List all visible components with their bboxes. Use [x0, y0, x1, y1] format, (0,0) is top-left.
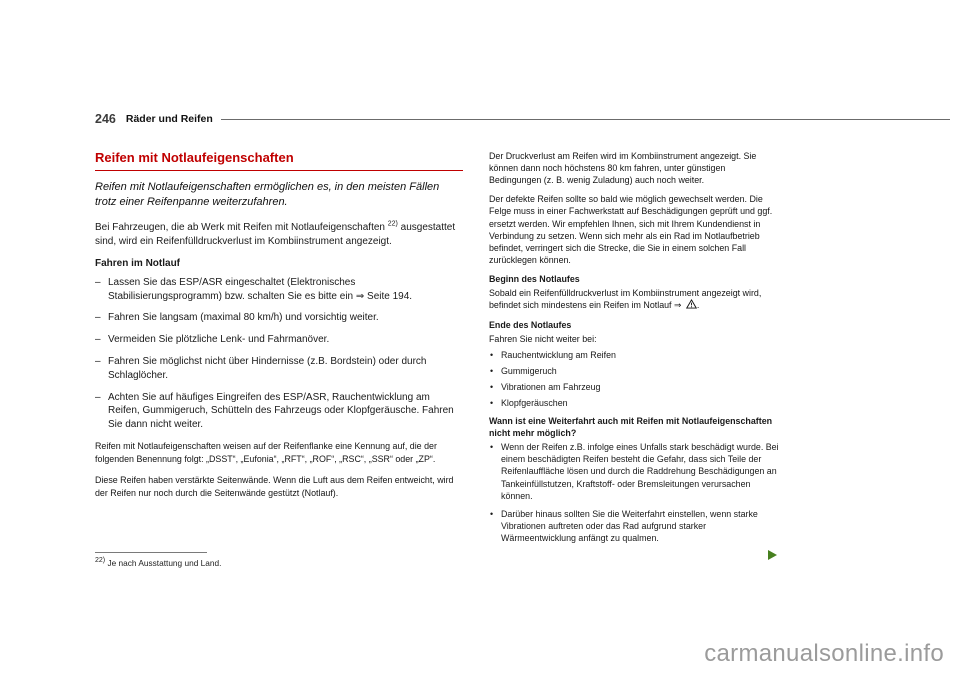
note-tire-marking: Reifen mit Notlaufeigenschaften weisen auf der Reifenflanke eine Kennung auf, die der folgenden Benennung folgt: „DSST“, „Eufonia“, „RFT“, „ROF“, „RSC“, „SSR“ oder „ZP“. [95, 440, 437, 464]
subhead-weiterfahrt-frage: Wann ist eine Weiterfahrt auch mit Reifen mit Notlaufeigenschaften nicht mehr möglich? [489, 415, 773, 439]
page-number: 246 [95, 112, 116, 126]
note-sidewalls: Diese Reifen haben verstärkte Seitenwände. Wenn die Luft aus dem Reifen entweicht, wird der Reifen nur noch durch die Seitenwände gestützt (Notlauf). [95, 475, 454, 498]
driving-instructions-list [95, 276, 463, 432]
footnote-ref: 22) [387, 220, 398, 228]
stop-conditions-list [489, 349, 779, 409]
pressure-loss-paragraph: Der Druckverlust am Reifen wird im Kombiinstrument angezeigt. Sie können dann noch höchstens 80 km fahren, unter günstigen Bedingungen (z. B. wenig Zuladung) auch noch weiter. [489, 151, 757, 186]
list-item-text: Wenn der Reifen z.B. infolge eines Unfalls stark beschädigt wurde. Bei einem beschädigten Reifen besteht die Gefahr, dass sich Teile der Reifenlauffläche lösen und durch die Raddrehung Beschädigungen an Tankeinfüllstutzen, Kraftstoff- oder Bremsleitungen verursachen können. [501, 442, 779, 501]
chapter-title: Räder und Reifen [125, 113, 213, 125]
list-item [95, 333, 463, 347]
subhead-fahren-im-notlauf: Fahren im Notlauf [95, 257, 181, 269]
list-item-text: Fahren Sie möglichst nicht über Hindernisse (z.B. Bordstein) oder durch Schlaglöcher. [108, 355, 427, 381]
intro-text: Bei Fahrzeugen, die ab Werk mit Reifen mit Notlaufeigenschaften [95, 221, 388, 233]
no-continue-list [489, 441, 779, 544]
list-item [489, 349, 779, 361]
list-item-text: Rauchentwicklung am Reifen [501, 349, 616, 360]
list-item-text: Vibrationen am Fahrzeug [501, 381, 601, 392]
page-header [95, 112, 950, 126]
footnote-number: 22) [95, 557, 106, 565]
intro-paragraph [95, 221, 463, 249]
section-lead: Reifen mit Notlaufeigenschaften ermöglichen es, in den meisten Fällen trotz einer Reifenpanne weiterzufahren. [95, 181, 440, 209]
list-item-text: Achten Sie auf häufiges Eingreifen des ESP/ASR, Rauchentwicklung am Reifen, Gummigeruch, Schütteln des Fahrzeugs oder Klopfgeräusche. Fahren Sie dann nicht weiter. [108, 391, 454, 431]
list-item [95, 355, 463, 383]
watermark: carmanualsonline.info [704, 640, 944, 667]
list-item [489, 441, 779, 502]
intro-text-cont: ausgestattet sind, wird ein Reifenfülldruckverlust im Kombiinstrument angezeigt. [95, 221, 456, 247]
subhead-beginn-notlauf: Beginn des Notlaufes [489, 273, 580, 284]
section-title: Reifen mit Notlaufeigenschaften [95, 150, 463, 171]
list-item [489, 365, 779, 377]
footnote-text [95, 558, 221, 568]
replace-tire-paragraph: Der defekte Reifen sollte so bald wie möglich gewechselt werden. Die Felge muss in einer Fachwerkstatt auf Beschädigungen geprüft und ggf. ersetzt werden. Wir empfehlen Ihnen, sich mit Ihrem Kundendienst in Verbindung zu setzen. Wenn sich mehr als ein Rad im Notlaufbetrieb befindet, verringert sich die Strecke, die Sie in einem solchen Fall zurücklegen können. [489, 194, 773, 265]
content-columns [95, 150, 779, 560]
header-rule [221, 119, 950, 120]
list-item-text: Klopfgeräuschen [501, 397, 568, 408]
list-item-text: Fahren Sie langsam (maximal 80 km/h) und vorsichtig weiter. [108, 312, 379, 324]
list-item [95, 391, 463, 432]
list-item-text: Darüber hinaus sollten Sie die Weiterfahrt einstellen, wenn starke Vibrationen auftreten oder das Rad aufgrund starker Wärmeentwicklung anfängt zu qualmen. [501, 508, 758, 543]
end-intro: Fahren Sie nicht weiter bei: [489, 334, 597, 345]
warning-triangle-icon [686, 299, 700, 312]
list-item-text: Lassen Sie das ESP/ASR eingeschaltet (Elektronisches Stabilisierungsprogramm) bzw. schalten Sie es bitte ein ⇒ Seite 194. [108, 276, 413, 302]
list-item [489, 397, 779, 409]
list-item [95, 276, 463, 304]
list-item-text: Gummigeruch [501, 365, 557, 376]
continue-arrow-row [489, 550, 779, 560]
list-item-text: Vermeiden Sie plötzliche Lenk- und Fahrmanöver. [108, 334, 330, 346]
list-item [489, 508, 779, 544]
continue-arrow-icon [768, 550, 777, 560]
subhead-ende-notlauf: Ende des Notlaufes [489, 320, 572, 331]
begin-text: Sobald ein Reifenfülldruckverlust im Kombiinstrument angezeigt wird, befindet sich mindestens ein Reifen im Notlauf ⇒ [489, 288, 762, 311]
footnote-body: Je nach Ausstattung und Land. [107, 558, 222, 568]
right-column [489, 150, 779, 560]
begin-paragraph [489, 287, 779, 312]
begin-period: . [696, 300, 700, 311]
list-item [95, 311, 463, 325]
footnote-rule [95, 552, 207, 553]
left-column [95, 150, 463, 560]
list-item [489, 381, 779, 393]
footnote [95, 552, 221, 568]
